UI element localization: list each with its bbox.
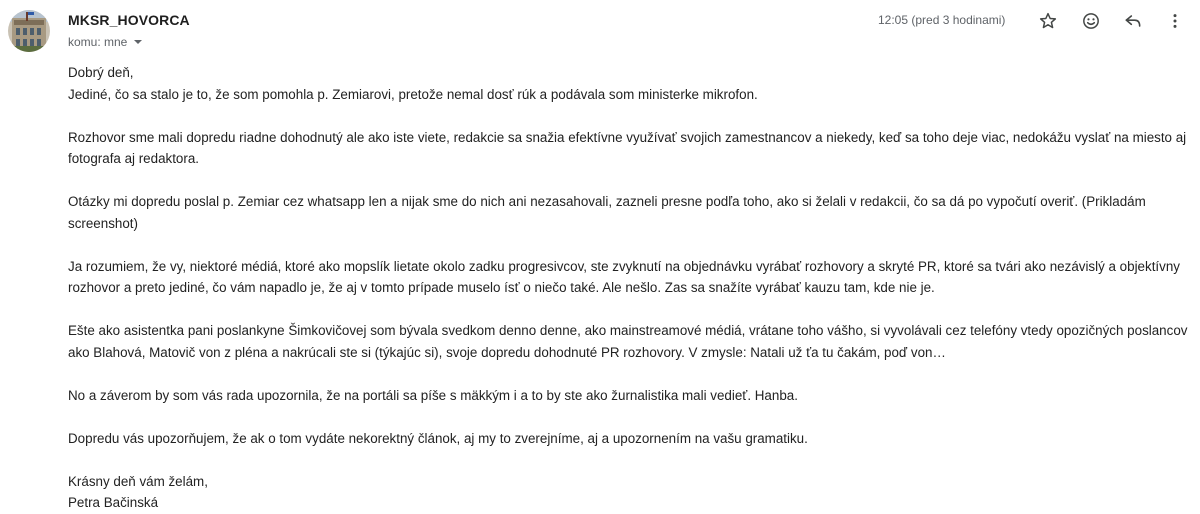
recipient-label: komu: mne xyxy=(68,35,128,49)
paragraph-3: Otázky mi dopredu poslal p. Zemiar cez whatsapp len a nijak sme do nich ani nezasahovali, zazneli presne podľa toho, ako si želali v redakcii, čo sa dá po vypočutí overiť. (Prikladám screenshot) xyxy=(68,194,1146,231)
sender-name[interactable]: MKSR_HOVORCA xyxy=(68,12,190,28)
more-vert-icon xyxy=(1165,11,1185,31)
star-icon xyxy=(1038,11,1058,31)
chevron-down-icon[interactable] xyxy=(131,35,145,49)
message-timestamp: 12:05 (pred 3 hodinami) xyxy=(878,13,1006,27)
emoji-icon xyxy=(1081,11,1101,31)
paragraph-5: Ešte ako asistentka pani poslankyne Šimkovičovej som bývala svedkom denno denne, ako mainstreamové médiá, vrátane toho vášho, si vyvolávali cez telefóny vtedy opozičných poslancov ako Blahová, Matovič von z pléna a nakrúcali ste si (týkajúc si), svoje dopredu dohodnuté PR rozhovory. V zmysle: Natali už ťa tu čakám, poď von… xyxy=(68,323,1188,360)
closing: Krásny deň vám želám, xyxy=(68,473,208,489)
paragraph-7: Dopredu vás upozorňujem, že ak o tom vydáte nekorektný článok, aj my to zverejníme, aj a upozornením na vašu gramatiku. xyxy=(68,430,808,446)
paragraph-6: No a záverom by som vás rada upozornila, že na portáli sa píše s mäkkým i a to by ste ako žurnalistika mali vedieť. Hanba. xyxy=(68,387,798,403)
add-reaction-button[interactable] xyxy=(1079,9,1103,33)
message-body xyxy=(68,62,1188,514)
more-options-button[interactable] xyxy=(1163,9,1187,33)
reply-icon xyxy=(1123,11,1143,31)
paragraph-4: Ja rozumiem, že vy, niektoré médiá, ktoré ako mopslík lietate okolo zadku progresivcov, ste zvyknutí na objednávku vyrábať rozhovory a skryté PR, ktoré sa tvári ako nezávislý a objektívny rozhovor a preto jediné, čo vám napadlo je, že aj v tomto prípade muselo ísť o niečo také. Ale nešlo. Zas sa snažíte vyrábať kauzu tam, kde nie je. xyxy=(68,258,1180,295)
star-button[interactable] xyxy=(1036,9,1060,33)
sender-avatar[interactable] xyxy=(8,10,50,52)
reply-button[interactable] xyxy=(1121,9,1145,33)
paragraph-2: Rozhovor sme mali dopredu riadne dohodnutý ale ako iste viete, redakcie sa snažia efektívne využívať svojich zamestnancov a niekedy, keď sa toho deje viac, nedokážu vyslať na miesto aj fotografa aj redaktora. xyxy=(68,129,1187,166)
paragraph-1: Jediné, čo sa stalo je to, že som pomohla p. Zemiarovi, pretože nemal dosť rúk a podávala som ministerke mikrofon. xyxy=(68,86,758,102)
signature: Petra Bačinská xyxy=(68,495,159,510)
greeting: Dobrý deň, xyxy=(68,65,134,80)
building-photo-icon xyxy=(8,10,50,52)
recipient-details-toggle[interactable] xyxy=(68,35,145,49)
